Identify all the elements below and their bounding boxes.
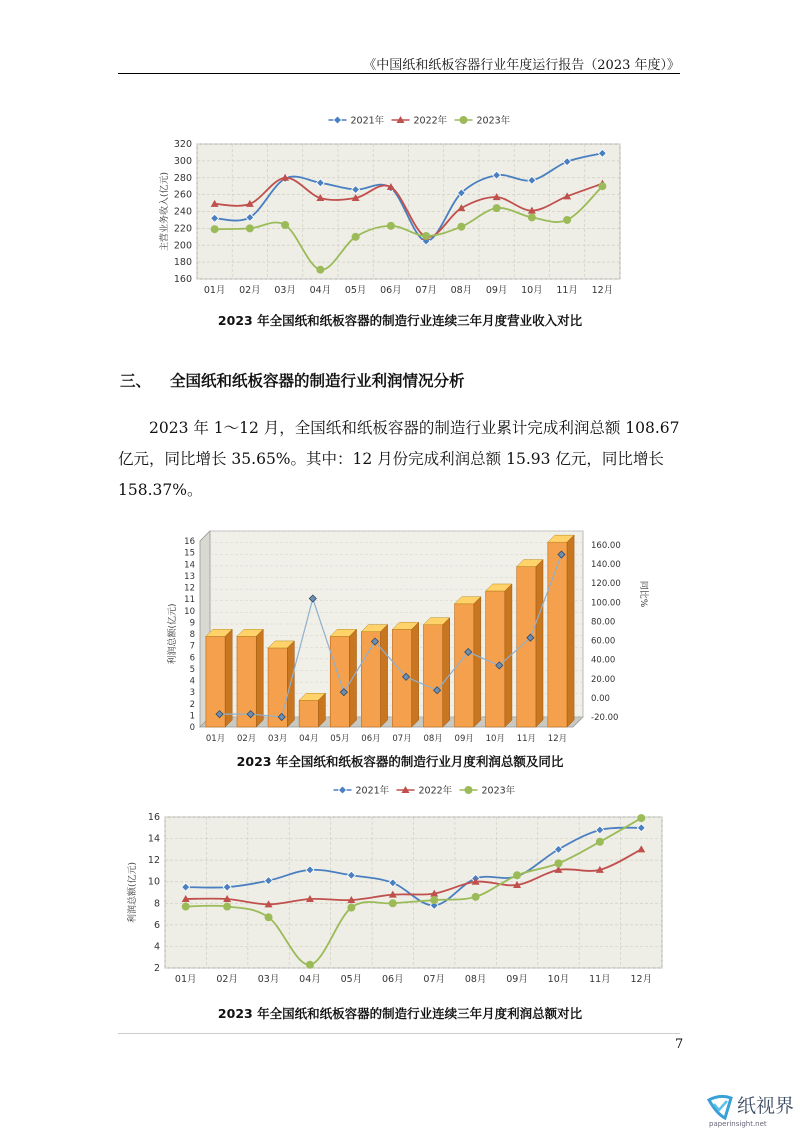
x-tick-label: 02月 (239, 285, 261, 296)
y-tick-label: 8 (189, 630, 195, 640)
x-tick-label: 04月 (309, 285, 332, 296)
y-tick-label: 14 (147, 833, 160, 845)
ratio-point (371, 638, 378, 645)
data-point (265, 900, 273, 907)
data-point (422, 232, 430, 240)
data-point (422, 233, 430, 240)
y-tick-label: 300 (173, 155, 192, 167)
y-tick-label: 4 (153, 941, 160, 953)
bar-side (505, 584, 512, 727)
x-tick-label: 12月 (547, 734, 568, 744)
page-number: 7 (675, 1037, 684, 1052)
plot-area (165, 817, 662, 968)
y-tick-label: 13 (184, 571, 195, 582)
x-tick-label: 05月 (340, 974, 363, 985)
x-tick-label: 06月 (361, 734, 381, 744)
bar (455, 604, 474, 727)
ratio-point (527, 634, 534, 641)
data-point (316, 194, 324, 201)
y-tick-label: 4 (189, 676, 195, 687)
bar-side (536, 560, 543, 727)
y-tick-label: 10 (184, 606, 195, 617)
data-point (246, 200, 254, 207)
data-point (513, 872, 521, 880)
data-point (598, 149, 606, 157)
bar (517, 567, 536, 727)
bar-side (443, 618, 450, 727)
y-tick-label: 12 (184, 583, 195, 594)
data-point (265, 913, 273, 921)
x-tick-label: 01月 (174, 974, 197, 985)
y-tick-label: 0 (189, 723, 195, 733)
bar-top (548, 535, 574, 542)
y-axis-label: 利润总额(亿元) (168, 603, 178, 665)
y-tick-label: 280 (173, 172, 192, 184)
bar (392, 629, 411, 727)
data-point (430, 901, 438, 909)
x-tick-label: 04月 (299, 734, 319, 744)
x-tick-label: 09月 (485, 285, 508, 296)
ratio-point (216, 711, 223, 718)
data-point (281, 221, 289, 229)
y-tick-label: 9 (189, 618, 195, 629)
y-tick-label: 220 (173, 223, 192, 235)
bar (237, 636, 256, 727)
x-tick-label: 01月 (205, 734, 226, 744)
data-point (281, 175, 289, 183)
header-rule (118, 73, 680, 74)
y-tick-label: 16 (147, 812, 160, 823)
paper-logo-icon (705, 1092, 735, 1122)
x-tick-label: 08月 (464, 974, 487, 985)
y-tick-label: 200 (173, 240, 192, 252)
series-line-2022年 (186, 849, 642, 904)
y2-tick-label: 100.00 (591, 598, 621, 609)
data-point (513, 881, 521, 888)
legend-marker (397, 116, 405, 123)
bar-top (330, 629, 356, 636)
y-tick-label: 6 (153, 919, 160, 931)
data-point (563, 158, 571, 166)
y2-axis-label: 同比% (638, 580, 648, 608)
data-point (387, 184, 395, 192)
data-point (246, 224, 254, 232)
chart3-caption: 2023 年全国纸和纸板容器的制造行业连续三年月度利润总额对比 (217, 1006, 583, 1021)
legend-label: 2021年 (355, 785, 390, 797)
y-tick-label: 160 (173, 274, 192, 285)
bar-top (299, 693, 325, 700)
section-number: 三、 (120, 372, 152, 390)
bar-top (392, 622, 418, 629)
data-point (554, 866, 562, 873)
data-point (637, 845, 645, 852)
data-point (637, 824, 645, 832)
footer-rule (118, 1033, 680, 1034)
y-tick-label: 3 (189, 688, 195, 699)
y2-tick-label: 120.00 (591, 579, 621, 590)
data-point (182, 883, 190, 891)
x-tick-label: 10月 (485, 734, 505, 744)
watermark (705, 1090, 795, 1130)
x-tick-label: 02月 (236, 734, 257, 744)
data-point (306, 961, 314, 969)
data-point (422, 237, 430, 245)
x-tick-label: 11月 (556, 285, 578, 296)
data-point (347, 904, 355, 912)
data-point (554, 859, 562, 867)
y2-tick-label: -20.00 (591, 713, 619, 723)
bar-side (318, 693, 325, 727)
ratio-line (220, 555, 562, 717)
x-tick-label: 07月 (423, 974, 446, 985)
y-tick-label: 260 (173, 189, 192, 201)
data-point (472, 878, 480, 885)
y-tick-label: 2 (189, 699, 195, 710)
x-tick-label: 05月 (330, 734, 350, 744)
series-line-2021年 (215, 153, 603, 241)
data-point (493, 171, 501, 179)
data-point (182, 895, 190, 902)
x-tick-label: 05月 (344, 285, 367, 296)
legend-marker (339, 786, 347, 794)
data-point (387, 222, 395, 230)
legend-marker (334, 116, 342, 124)
data-point (430, 896, 438, 904)
y-tick-label: 2 (153, 963, 160, 974)
y-tick-label: 10 (147, 876, 160, 888)
chart1-caption: 2023 年全国纸和纸板容器的制造行业连续三年月度营业收入对比 (217, 313, 583, 328)
ratio-point (496, 662, 503, 669)
y-tick-label: 180 (173, 257, 192, 269)
series-line-2022年 (215, 178, 603, 237)
x-tick-label: 03月 (268, 734, 288, 744)
page-header: 《中国纸和纸板容器行业年度运行报告（2023 年度）》 (363, 58, 680, 73)
legend-marker (465, 786, 473, 794)
watermark-url: paperinsight.net (709, 1120, 767, 1128)
data-point (352, 233, 360, 241)
data-point (211, 214, 219, 222)
y-axis-label: 主营业务收入(亿元) (160, 171, 170, 252)
bar-side (567, 535, 574, 727)
bar-top (423, 618, 449, 625)
y2-tick-label: 80.00 (591, 617, 616, 628)
bar (268, 648, 287, 727)
bar-top (237, 629, 263, 636)
data-point (389, 891, 397, 898)
data-point (596, 838, 604, 846)
data-point (265, 877, 273, 885)
data-point (223, 883, 231, 891)
bar-side (381, 625, 388, 727)
y-tick-label: 320 (173, 139, 192, 150)
x-tick-label: 07月 (415, 285, 437, 296)
side-wall (200, 531, 210, 727)
bar-side (350, 629, 357, 727)
data-point (554, 845, 562, 853)
chart2-caption: 2023 年全国纸和纸板容器的制造行业月度利润总额及同比 (236, 754, 564, 769)
section-heading (120, 369, 465, 391)
ratio-point (434, 687, 441, 694)
data-point (306, 866, 314, 874)
x-tick-label: 08月 (423, 734, 443, 744)
ratio-point (558, 551, 565, 558)
x-tick-label: 11月 (589, 974, 611, 985)
bar-side (287, 641, 294, 727)
legend-label: 2023年 (481, 785, 516, 797)
data-point (316, 179, 324, 187)
ratio-point (340, 689, 347, 696)
y-tick-label: 8 (153, 898, 160, 910)
data-point (211, 225, 219, 233)
legend-label: 2022年 (413, 115, 448, 127)
legend-marker (402, 786, 410, 793)
legend-label: 2021年 (350, 115, 385, 127)
bar-side (256, 629, 263, 727)
data-point (211, 200, 219, 207)
x-tick-label: 01月 (203, 285, 226, 296)
data-point (563, 216, 571, 224)
x-tick-label: 10月 (521, 285, 543, 296)
bar-top (361, 625, 387, 632)
data-point (596, 866, 604, 873)
data-point (182, 903, 190, 911)
y2-tick-label: 60.00 (591, 636, 616, 647)
bar-side (225, 629, 232, 727)
ratio-point (465, 649, 472, 656)
x-tick-label: 07月 (392, 734, 412, 744)
y-tick-label: 11 (184, 595, 195, 606)
data-point (457, 189, 465, 197)
x-tick-label: 09月 (454, 734, 474, 744)
data-point (347, 896, 355, 903)
bar-top (206, 629, 232, 636)
y-tick-label: 15 (184, 548, 195, 559)
body-paragraph: 2023 年 1～12 月，全国纸和纸板容器的制造行业累计完成利润总额 108.67 亿元，同比增长 35.65%。其中：12 月份完成利润总额 15.93 亿元，同比增长 158.37%。 (118, 419, 680, 499)
data-point (389, 879, 397, 887)
plot-area (197, 144, 620, 279)
y-axis-label: 利润总额(亿元) (128, 861, 138, 924)
bar (548, 542, 567, 727)
x-tick-label: 06月 (381, 974, 404, 985)
y-tick-label: 14 (184, 560, 195, 571)
series-line-2023年 (186, 818, 642, 965)
x-tick-label: 12月 (630, 974, 653, 985)
x-tick-label: 10月 (547, 974, 570, 985)
y-tick-label: 6 (189, 653, 195, 664)
data-point (637, 814, 645, 822)
y-tick-label: 7 (189, 641, 195, 652)
x-tick-label: 04月 (299, 974, 321, 985)
floor (200, 717, 583, 727)
y-tick-label: 5 (189, 664, 195, 675)
data-point (347, 871, 355, 879)
bar-side (474, 597, 481, 727)
ratio-point (403, 673, 410, 680)
series-line-2021年 (186, 828, 642, 906)
data-point (472, 893, 480, 901)
x-tick-label: 11月 (516, 734, 537, 744)
data-point (528, 176, 536, 184)
data-point (430, 890, 438, 897)
x-tick-label: 08月 (450, 285, 473, 296)
data-point (457, 204, 465, 211)
x-tick-label: 12月 (591, 285, 614, 296)
series-line-2023年 (215, 186, 603, 270)
ratio-point (247, 711, 254, 718)
data-point (513, 871, 521, 879)
data-point (493, 193, 501, 200)
y-tick-label: 1 (189, 711, 195, 722)
x-tick-label: 06月 (380, 285, 402, 296)
bar (206, 636, 225, 727)
bar-top (486, 584, 512, 591)
back-wall (200, 531, 583, 717)
x-tick-label: 03月 (274, 285, 296, 296)
bar (423, 625, 442, 727)
x-tick-label: 03月 (257, 974, 280, 985)
watermark-title: 纸视界 (737, 1095, 795, 1117)
data-point (472, 874, 480, 882)
section-title: 全国纸和纸板容器的制造行业利润情况分析 (170, 372, 465, 390)
data-point (596, 826, 604, 834)
ratio-point (278, 714, 285, 721)
ratio-point (309, 595, 316, 602)
data-point (306, 895, 314, 902)
data-point (223, 895, 231, 902)
data-point (281, 174, 289, 181)
bar (299, 700, 318, 727)
bar (486, 591, 505, 727)
data-point (457, 223, 465, 231)
data-point (389, 899, 397, 907)
y-tick-label: 240 (173, 206, 192, 218)
data-point (598, 182, 606, 190)
x-tick-label: 02月 (216, 974, 238, 985)
bar-top (455, 597, 481, 604)
y2-tick-label: 20.00 (591, 674, 616, 685)
bar (361, 632, 380, 727)
y2-tick-label: 160.00 (591, 541, 621, 551)
bar-top (268, 641, 294, 648)
legend-label: 2022年 (418, 785, 453, 797)
y2-tick-label: 140.00 (591, 560, 621, 571)
bar (330, 636, 349, 727)
y-tick-label: 16 (184, 537, 195, 547)
bar-side (412, 622, 419, 727)
data-point (352, 186, 360, 194)
y-tick-label: 12 (147, 855, 160, 867)
y2-tick-label: 0.00 (591, 693, 610, 704)
data-point (598, 180, 606, 187)
data-point (316, 266, 324, 274)
legend-label: 2023年 (476, 115, 511, 127)
y2-tick-label: 40.00 (591, 655, 616, 666)
data-point (528, 213, 536, 221)
data-point (223, 903, 231, 911)
data-point (493, 204, 501, 212)
data-point (563, 192, 571, 199)
data-point (387, 183, 395, 190)
data-point (528, 207, 536, 214)
legend-marker (460, 116, 468, 124)
x-tick-label: 09月 (506, 974, 528, 985)
data-point (246, 213, 254, 221)
data-point (352, 194, 360, 201)
bar-top (517, 560, 543, 567)
